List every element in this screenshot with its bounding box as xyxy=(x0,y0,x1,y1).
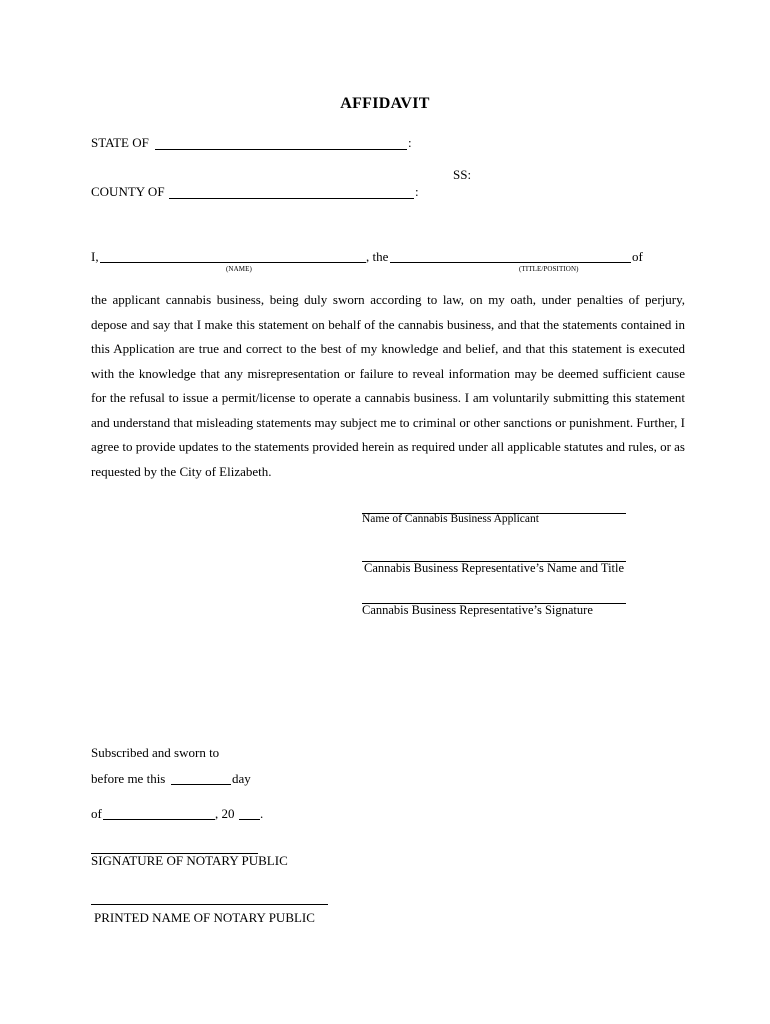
state-of-label: STATE OF xyxy=(91,135,149,150)
notary-printed-name-caption: PRINTED NAME OF NOTARY PUBLIC xyxy=(94,910,315,925)
name-caption: (NAME) xyxy=(226,265,252,273)
notary-before-me: before me this xyxy=(91,771,166,786)
notary-year-label: , 20 xyxy=(215,806,235,821)
title-position-field[interactable] xyxy=(390,262,631,263)
affidavit-body: the applicant cannabis business, being duly sworn according to law, on my oath, under penalties of perjury, depose and say that I make this statement on behalf of the cannabis business, and that the statements contained in this Application are true and correct to the best of my knowledge and belief, and that this statement is executed with the knowledge that any misrepresentation or failure to reveal information may be deemed sufficient cause for the refusal to issue a permit/license to operate a cannabis business. I am voluntarily submitting this statement and understand that misleading statements may subject me to criminal or other sanctions or punishment. Further, I agree to provide updates to the statements provided herein as required under all applicable statutes and rules, or as requested by the City of Elizabeth. xyxy=(91,292,685,479)
state-of-colon: : xyxy=(408,135,412,150)
state-of-field[interactable] xyxy=(155,149,407,150)
notary-month-field[interactable] xyxy=(103,819,215,820)
county-of-label: COUNTY OF xyxy=(91,184,165,199)
of-label: of xyxy=(632,249,643,264)
notary-printed-name-line[interactable] xyxy=(91,904,328,905)
county-of-field[interactable] xyxy=(169,198,414,199)
notary-day-label: day xyxy=(232,771,251,786)
notary-year-field[interactable] xyxy=(239,819,260,820)
notary-subscribed: Subscribed and sworn to xyxy=(91,745,220,760)
the-label: , the xyxy=(366,249,389,264)
document-title: AFFIDAVIT xyxy=(340,95,430,112)
notary-year-end: . xyxy=(260,806,264,821)
i-label: I, xyxy=(91,249,99,264)
title-position-caption: (TITLE/POSITION) xyxy=(519,265,579,273)
name-field[interactable] xyxy=(100,262,366,263)
ss-label: SS: xyxy=(453,167,472,182)
county-of-colon: : xyxy=(415,184,419,199)
notary-signature-caption: SIGNATURE OF NOTARY PUBLIC xyxy=(91,853,288,868)
applicant-name-caption: Name of Cannabis Business Applicant xyxy=(362,513,539,525)
rep-signature-caption: Cannabis Business Representative’s Signature xyxy=(362,603,593,617)
notary-of-label: of xyxy=(91,806,102,821)
notary-day-field[interactable] xyxy=(171,784,231,785)
rep-name-title-caption: Cannabis Business Representative’s Name and Title xyxy=(364,561,625,575)
